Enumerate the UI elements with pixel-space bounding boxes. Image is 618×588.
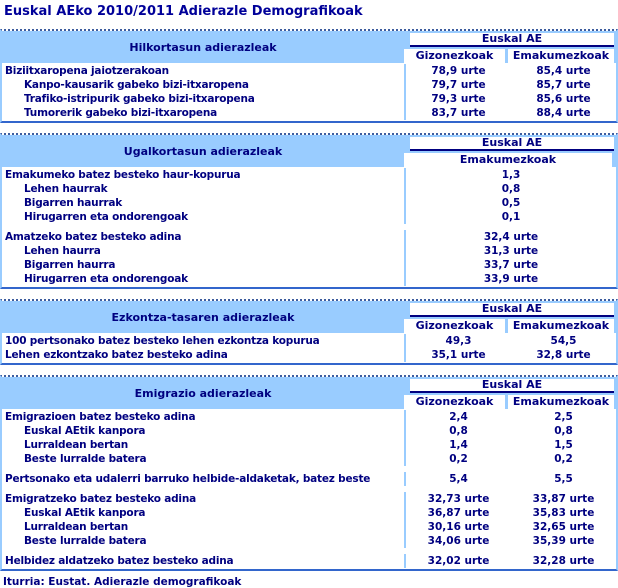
row-value-women: 1,3 [501,169,521,181]
row-value-men: 83,7 urte [431,107,486,119]
section-emigration [0,375,618,571]
column-header-women: Emakumezkoak [508,49,614,63]
section-body [2,333,616,363]
section-marriage [0,299,618,365]
row-label: Emakumeko batez besteko haur-kopurua [5,169,241,181]
section-header-columns [404,31,616,63]
row-label: Euskal AEtik kanpora [24,507,146,519]
row-label: Helbidez aldatzeko batez besteko adina [5,555,234,567]
row-label: Emigratzeko batez besteko adina [5,493,196,505]
row-value-women: 2,5 [554,411,573,423]
row-label: 100 pertsonako batez besteko lehen ezkontza kopurua [5,335,320,347]
row-label: Tumorerik gabeko bizi-itxaropena [24,107,218,119]
table-row [2,554,616,568]
table-row [2,424,616,438]
section-header-columns [404,301,616,333]
table-row [2,534,616,548]
row-value-men: 78,9 urte [431,65,486,77]
table-row [2,210,616,224]
row-label: Lehen haurrak [24,183,108,195]
table-row [2,230,616,244]
table-row [2,168,616,182]
row-value-women: 33,9 urte [483,273,539,285]
source-note: Iturria: Eustat. Adierazle demografikoak [3,576,242,588]
column-header-men: Gizonezkoak [404,395,505,409]
table-row [2,492,616,506]
row-value-women: 0,8 [501,183,521,195]
row-value-women: 5,5 [554,473,573,485]
row-label: Beste lurralde batera [24,453,147,465]
table-row [2,64,616,78]
row-value-women: 85,7 urte [536,79,591,91]
column-header-men: Gizonezkoak [404,49,505,63]
row-label: Lehen ezkontzako batez besteko adina [5,349,228,361]
row-value-women: 88,4 urte [536,107,591,119]
table-row [2,506,616,520]
section-fertility [0,133,618,289]
region-header: Euskal AE [410,33,614,47]
row-label: Kanpo-kausarik gabeko bizi-itxaropena [24,79,249,91]
row-value-women: 0,5 [501,197,521,209]
table-row [2,348,616,362]
row-value-men: 79,3 urte [431,93,486,105]
row-value-women: 33,87 urte [532,493,595,505]
row-value-men: 32,02 urte [427,555,490,567]
row-value-men: 0,8 [449,425,468,437]
table-row [2,334,616,348]
column-header-women: Emakumezkoak [508,395,614,409]
row-label: Bigarren haurrak [24,197,123,209]
region-header: Euskal AE [410,303,614,317]
row-value-men: 34,06 urte [427,535,490,547]
row-value-women: 32,8 urte [536,349,591,361]
row-value-men: 49,3 [445,335,472,347]
row-label: Emigrazioen batez besteko adina [5,411,196,423]
row-value-men: 79,7 urte [431,79,486,91]
section-header-columns [404,377,616,409]
table-row [2,452,616,466]
table-row [2,106,616,120]
region-header: Euskal AE [410,137,614,151]
row-value-women: 32,4 urte [483,231,539,243]
row-value-women: 31,3 urte [483,245,539,257]
section-header [2,377,616,409]
section-body [2,63,616,121]
section-header-title: Ezkontza-tasaren adierazleak [111,310,295,324]
row-label: Beste lurralde batera [24,535,147,547]
row-label: Hirugarren eta ondorengoak [24,273,188,285]
row-label: Bigarren haurra [24,259,116,271]
row-label: Lurraldean bertan [24,521,129,533]
row-value-men: 32,73 urte [427,493,490,505]
table-row [2,196,616,210]
section-body [2,409,616,569]
row-value-men: 36,87 urte [427,507,490,519]
section-header-title: Emigrazio adierazleak [134,386,272,400]
row-label: Amatzeko batez besteko adina [5,231,182,243]
region-header: Euskal AE [410,379,614,393]
row-value-men: 30,16 urte [427,521,490,533]
row-value-men: 35,1 urte [431,349,486,361]
row-value-women: 35,39 urte [532,535,595,547]
row-label: Hirugarren eta ondorengoak [24,211,188,223]
page-title: Euskal AEko 2010/2011 Adierazle Demografikoak [4,4,363,19]
row-value-men: 5,4 [449,473,468,485]
table-row [2,438,616,452]
row-value-men: 1,4 [449,439,468,451]
row-label: Pertsonako eta udalerri barruko helbide-aldaketak, batez beste [5,473,371,485]
row-label: Euskal AEtik kanpora [24,425,146,437]
section-header [2,301,616,333]
table-row [2,244,616,258]
table-row [2,472,616,486]
table-row [2,92,616,106]
row-label: Lehen haurra [24,245,101,257]
section-header-columns [404,135,616,167]
column-header-women: Emakumezkoak [404,153,612,167]
table-row [2,520,616,534]
section-mortality [0,29,618,123]
table-row [2,410,616,424]
row-value-women: 54,5 [550,335,577,347]
section-header-title: Ugalkortasun adierazleak [123,144,283,158]
row-value-women: 85,6 urte [536,93,591,105]
row-value-women: 0,2 [554,453,573,465]
row-label: Biziitxaropena jaiotzerakoan [5,65,169,77]
section-header [2,135,616,167]
column-header-men: Gizonezkoak [404,319,505,333]
row-value-women: 35,83 urte [532,507,595,519]
row-value-men: 2,4 [449,411,468,423]
row-value-women: 1,5 [554,439,573,451]
table-row [2,272,616,286]
section-header [2,31,616,63]
row-value-women: 0,1 [501,211,521,223]
table-row [2,78,616,92]
section-body [2,167,616,287]
table-row [2,258,616,272]
row-value-women: 0,8 [554,425,573,437]
section-header-title: Hilkortasun adierazleak [129,40,277,54]
row-value-men: 0,2 [449,453,468,465]
column-header-women: Emakumezkoak [508,319,614,333]
table-row [2,182,616,196]
row-label: Lurraldean bertan [24,439,129,451]
row-value-women: 85,4 urte [536,65,591,77]
row-value-women: 33,7 urte [483,259,539,271]
row-value-women: 32,65 urte [532,521,595,533]
row-label: Trafiko-istripurik gabeko bizi-itxaropena [24,93,255,105]
row-value-women: 32,28 urte [532,555,595,567]
